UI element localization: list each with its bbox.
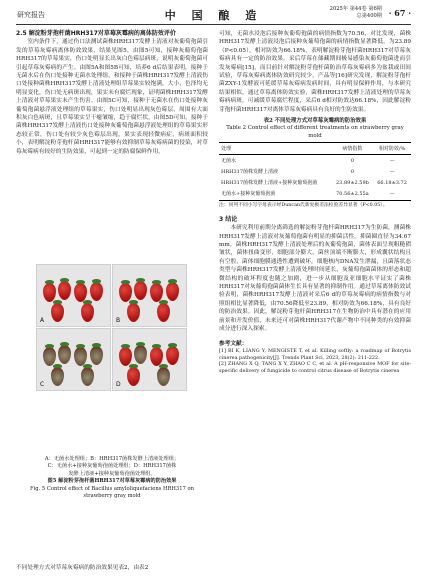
table-cell: — [389, 191, 395, 198]
table-row [219, 167, 411, 178]
table-header: 病情指数 [342, 145, 363, 152]
table-cell: 23.89±2.59b [336, 180, 369, 187]
table-row [219, 178, 411, 189]
table-cell: — [389, 169, 395, 176]
figure-5 [36, 264, 186, 454]
table-cell: 无菌水+接种灰葡萄孢菌 [221, 191, 276, 198]
figure-panel-c [36, 328, 111, 391]
panel-label-c: C [40, 381, 45, 388]
table-title-cn: 表2 不同处理方式对草莓灰霉病的防治效果 [263, 118, 367, 125]
discussion-paragraph: 可知，无菌水浸泡后接种灰葡萄孢菌的病情指数为70.56，对比发现，菌株HRH317发酵上清液浸泡后接种灰葡萄孢菌的病情指数显著降低，为23.89（P<0.05），相对防效为66.18%，表明解淀粉芽孢杆菌HRH317对草莓灰霉病具有一定的防治效果。采后草莓在储藏期间极易感染灰葡萄孢菌进而引发灰霉病[15]，而目前针对解淀粉芽孢杆菌防治草莓灰霉病多为盆栽或田间试验，草莓灰霉病离体防效研究较少，产品等[16]研究发现，解淀粉芽孢杆菌ZXY-1发酵液可延缓草莓灰霉病发病时间，具有明显保鲜作用，与本研究结果相似，通过草莓离体防效实验，菌株HRH317发酵上清液处理的草莓灰霉病病斑，可减缓草莓腐烂程度，采后6 d相对防效达66.18%，因此解淀粉芽孢杆菌HRH317对离体草莓灰霉病具有良好的生防效果。 [219, 31, 411, 113]
panel-label-a: A [40, 317, 45, 324]
table-cell: HRH317菌株发酵上清液 [221, 169, 279, 176]
table-row [219, 155, 411, 167]
table-header: 处理 [221, 145, 232, 152]
header-rule [16, 24, 411, 25]
reference-item: [2] ZHANG X Q, TANG X Y, ZHAO C C, et al. A pH-responsive MOF for site-specific delivery of fungicide to control citrus disease of Botrytis cinerea [219, 361, 411, 374]
conclusion-paragraph: 本研究利用前期分离筛选的解淀粉芽孢杆菌HRH317为生防菌，测菌株HRH317发酵上清液对灰葡萄孢菌有明显的抑菌活性，抑菌圈直径为34.67 mm。菌株HRH317发酵上清液处理后的灰葡萄孢菌，菌体表面呈现粗糙褶皱状，菌体扭曲变形，细胞部分膨大，菌丝顶端不断膨大，形成囊状结构且有空腔，菌体细胞膜通透性遭到破坏，细胞核内DNA发生泄漏，且菌落状态类型与菌株HRH317发酵上清液处理时间延长，灰葡萄孢菌菌体的形态和超微结构的破坏程度也随之加剧，进一步从细胞及亚细胞水平证实了菌株HRH317对灰葡萄孢菌菌体生长具有显著的抑制作用。通过草莓离体防效试验表明，菌株HRH317发酵上清液对采后6 d的草莓灰霉病的病情指数与对照组相比显著降低，由70.56降低至23.89，相对防效为66.18%，具有良好的防治效果。因此，解淀粉芽孢杆菌HRH317在生物防治中具有潜在的应用前景和开发价值，未来还可对菌株HRH317代谢产物中不同种类的有效抑菌成分进行深入探索。 [219, 225, 411, 333]
table-cell: 无菌水 [221, 157, 237, 164]
table-cell: 0 [350, 157, 355, 164]
section-2-5-title: 2.5 解淀粉芽孢杆菌HRH317对草莓灰霉病的离体防效评价 [16, 30, 176, 37]
table-2-title [219, 118, 411, 140]
caption-line: A：无菌水处理组；B：HRH317菌株发酵上清液处理组； [44, 456, 180, 462]
page-number: · 67 · [388, 8, 411, 18]
caption-line: 发酵上清液+接种灰葡萄孢菌处理组。 [68, 470, 156, 477]
figure-title-cn: 图5 解淀粉芽孢杆菌HRH317对草莓灰霉病的防治效果 [47, 478, 177, 485]
table-header: 相对防效/% [378, 145, 406, 152]
section-2-5-paragraph: 室内条件下，通过伤口法测试菌株HRH317发酵上清液对灰葡萄孢菌引发的草莓灰霉病离体防效效果，结果见图5，由图5可知，接种灰葡萄孢菌HRH317的草莓果实，伤口处明显长出灰白色霉层病斑，说明灰葡萄孢菌可引起草莓灰霉病的产生。由图5A和图5B可知，培养6 d后结果表明，接种于无菌水后在伤口处接种无菌水处理组，和接种于菌株HRH317发酵上清液伤口处接种菌株HRH317发酵上清液处理组草莓果实较饱满，大小、色泽均无明显变化，伤口处无病斑出现，果实未有腐烂现象，证明菌株HRH317发酵上清液对草莓果实未产生伤害。由图5C可知，接种于无菌水在伤口处接种灰葡萄孢菌悬浮液处理组的草莓果实，伤口处明显出现灰色霉层，周围有大面积灰白色病斑，且草莓果实呈干瘪皱缩，趋于腐烂状，由图5D可知，接种于菌株HRH317发酵上清液伤口处接种灰葡萄孢菌悬浮液处理组的草莓果实形态较正常，伤口处有较少灰色霉层出现，果实表现轻微病症，病斑面积较小，表明解淀粉芽孢杆菌HRH317能够有效抑制草莓灰霉病菌的侵染，对草莓灰霉病有较好的生防效果，可起到一定的防腐保鲜作用。 [16, 39, 208, 155]
section-3-title: 3 结论 [219, 215, 238, 223]
panel-label-d: D [116, 381, 121, 388]
table-note: 注：同列不同小写字母表示经Duncan氏新复极差法检验差异显著（P<0.05）。 [219, 203, 388, 209]
right-column [219, 30, 411, 374]
caption-line: C：无菌水+接种灰葡萄孢菌处理组；D：HRH317菌株 [47, 463, 177, 470]
left-bottom-text: 不同处理方式对草莓灰霉病的防治效果见表2，由表2 [16, 565, 149, 571]
issue-total: 总第400期 [356, 13, 382, 19]
figure-panel-b [112, 264, 187, 327]
table-row [219, 189, 411, 201]
section-label: 研究报告 [17, 11, 45, 19]
table-header-row [219, 143, 411, 155]
issue-info: 2025年 第44卷 第6期 [329, 6, 382, 12]
table-2 [219, 142, 411, 201]
table-cell: HRH317菌株发酵上清液+接种灰葡萄孢菌 [221, 180, 318, 187]
table-cell: 70.56±2.55a [336, 191, 369, 198]
page-header [0, 0, 427, 26]
figure-5-caption [16, 456, 208, 500]
table-cell: 0 [350, 169, 355, 176]
table-cell: — [389, 157, 395, 164]
figure-panel-a [36, 264, 111, 327]
table-title-en: Table 2 Control effect of different treatments on strawberry gray mold [226, 125, 404, 139]
panel-label-b: B [116, 317, 121, 324]
figure-title-en: Fig. 5 Control effect of Bacillus amyloliquefaciens HRH317 on strawberry gray mold [30, 485, 194, 500]
table-cell: 66.18±3.72 [377, 180, 407, 187]
journal-title: 中 国 酿 造 [164, 9, 263, 22]
reference-item: [1] BI K, LIANG Y, MENGISTE T, et al. Killing softly: a roadmap of Botrytis cinerea pathogenicity[J]. Trends Plant Sci, 2023, 28(2): 211-222. [219, 347, 411, 361]
references-title: 参考文献： [219, 340, 248, 347]
left-column [16, 30, 208, 156]
figure-panel-d [112, 328, 187, 391]
